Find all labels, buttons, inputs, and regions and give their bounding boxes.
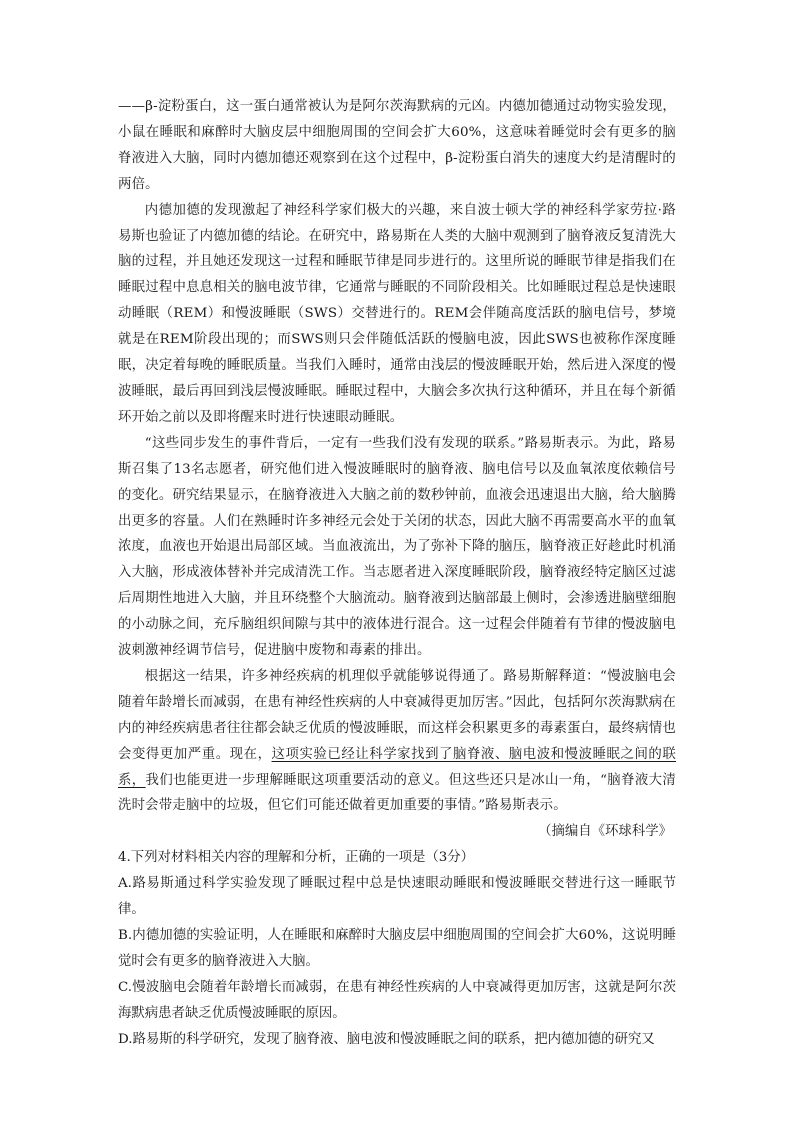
document-page — [118, 94, 676, 1053]
article-paragraph-4 — [118, 664, 676, 819]
paragraph-4-text-before: 根据这一结果，许多神经疾病的机理似乎就能够说得通了。路易斯解释道：“慢波脑电会随着年龄增长而减弱，在患有神经性疾病的人中衰减得更加厉害。”因此，包括阿尔茨海默病在内的神经疾病患者往往都会缺乏优质的慢波睡眠，而这样会积累更多的毒素蛋白，最终病情也会变得更加严重。现在， — [118, 668, 676, 762]
option-b: B.内德加德的实验证明，人在睡眠和麻醉时大脑皮层中细胞周围的空间会扩大60%，这说明睡觉时会有更多的脑脊液进入大脑。 — [118, 928, 676, 969]
article-paragraph-3: “这些同步发生的事件背后，一定有一些我们没有发现的联系。”路易斯表示。为此，路易斯召集了13名志愿者，研究他们进入慢波睡眠时的脑脊液、脑电信号以及血氧浓度依赖信号的变化。研究结果显示，在脑脊液进入大脑之前的数秒钟前，血液会迅速退出大脑，给大脑腾出更多的容量。人们在熟睡时许多神经元会处于关闭的状态，因此大脑不再需要高水平的血氧浓度，血液也开始退出局部区域。当血液流出，为了弥补下降的脑压，脑脊液正好趁此时机涌入大脑，形成液体替补并完成清洗工作。当志愿者进入深度睡眠阶段，脑脊液经特定脑区过滤后周期性地进入大脑，并且环绕整个大脑流动。脑脊液到达脑部最上侧时，会渗透进脑壁细胞的小动脉之间，充斥脑组织间隙与其中的液体进行混合。这一过程会伴随着有节律的慢波脑电波刺激神经调节信号，促进脑中废物和毒素的排出。 — [118, 435, 676, 659]
paragraph-4-text-after: 我们也能更进一步理解睡眠这项重要活动的意义。但这些还只是冰山一角，“脑脊液大清洗时会带走脑中的垃圾，但它们可能还做着更加重要的事情。”路易斯表示。 — [118, 772, 676, 814]
question-stem: 4.下列对材料相关内容的理解和分析，正确的一项是（3分） — [118, 850, 475, 866]
underlined-sentence: 这项实验已经让科学家找到了脑脊液、脑电波和慢波睡眠之间的联系， — [118, 746, 676, 788]
option-c: C.慢波脑电会随着年龄增长而减弱，在患有神经性疾病的人中衰减得更加厉害，这就是阿尔茨海默病患者缺乏优质慢波睡眠的原因。 — [118, 979, 676, 1021]
option-a: A.路易斯通过科学实验发现了睡眠过程中总是快速眼动睡眠和慢波睡眠交替进行这一睡眠节律。 — [118, 876, 676, 918]
option-d: D.路易斯的科学研究，发现了脑脊液、脑电波和慢波睡眠之间的联系，把内德加德的研究又 — [118, 1031, 655, 1047]
article-source: （摘编自《环球科学》 — [538, 824, 672, 840]
article-paragraph-2: 内德加德的发现激起了神经科学家们极大的兴趣，来自波士顿大学的神经科学家劳拉·路易斯也验证了内德加德的结论。在研究中，路易斯在人类的大脑中观测到了脑脊液反复清洗大脑的过程，并且她还发现这一过程和睡眠节律是同步进行的。这里所说的睡眠节律是指我们在睡眠过程中息息相关的脑电波节律，它通常与睡眠的不同阶段相关。比如睡眠过程总是快速眼动睡眠（REM）和慢波睡眠（SWS）交替进行的。REM会伴随高度活跃的脑电信号，梦境就是在REM阶段出现的；而SWS则只会伴随低活跃的慢脑电波，因此SWS也被称作深度睡眠，决定着每晚的睡眠质量。当我们入睡时，通常由浅层的慢波睡眠开始，然后进入深度的慢波睡眠，最后再回到浅层慢波睡眠。睡眠过程中，大脑会多次执行这种循环，并且在每个新循环开始之前以及即将醒来时进行快速眼动睡眠。 — [118, 202, 676, 425]
article-paragraph-1: ——β-淀粉蛋白，这一蛋白通常被认为是阿尔茨海默病的元凶。内德加德通过动物实验发现，小鼠在睡眠和麻醉时大脑皮层中细胞周围的空间会扩大60%，这意味着睡觉时会有更多的脑脊液进入大脑，同时内德加德还观察到在这个过程中，β-淀粉蛋白消失的速度大约是清醒时的两倍。 — [118, 99, 676, 192]
